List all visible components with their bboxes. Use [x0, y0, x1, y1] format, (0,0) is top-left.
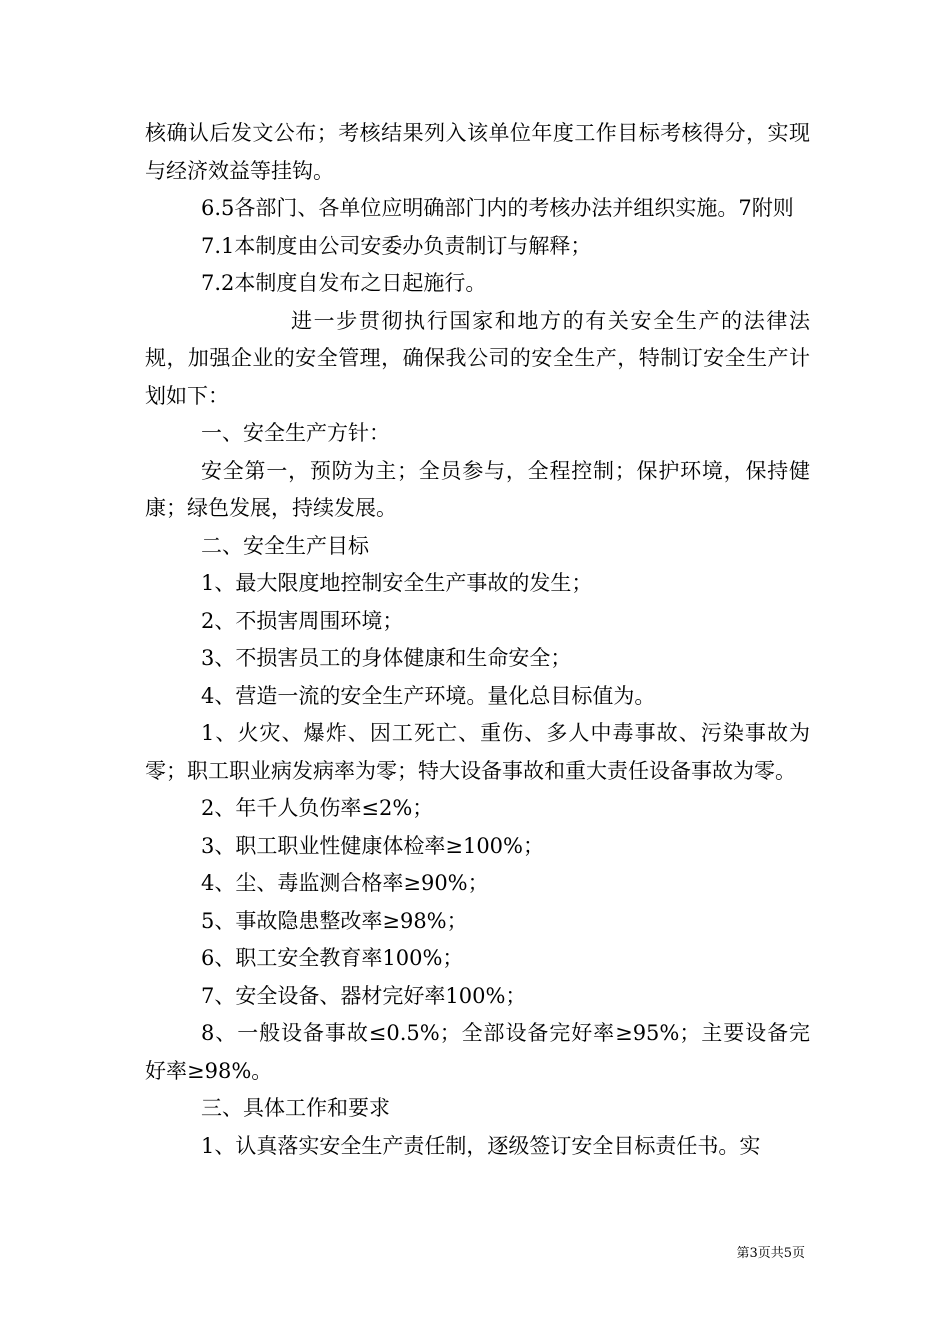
list-item: 6、职工安全教育率100%；	[201, 946, 464, 970]
page-number: 第3页共5页	[736, 1246, 805, 1261]
paragraph: 安全第一，预防为主；全员参与，全程控制；保护环境，保持健康；绿色发展，持续发展。	[145, 458, 810, 520]
list-item: 3、不损害员工的身体健康和生命安全；	[201, 646, 572, 670]
section-heading: 一、安全生产方针：	[201, 421, 390, 445]
paragraph: 核确认后发文公布；考核结果列入该单位年度工作目标考核得分，实现与经济效益等挂钩。	[145, 121, 810, 183]
list-item: 1、火灾、爆炸、因工死亡、重伤、多人中毒事故、污染事故为零；职工职业病发病率为零；特大设备事故和重大责任设备事故为零。	[145, 721, 810, 783]
section-heading: 三、具体工作和要求	[201, 1096, 390, 1120]
paragraph: 7.2本制度自发布之日起施行。	[201, 271, 487, 295]
list-item: 1、最大限度地控制安全生产事故的发生；	[201, 571, 593, 595]
list-item: 4、尘、毒监测合格率≥90%；	[201, 871, 489, 895]
list-item: 7、安全设备、器材完好率100%；	[201, 983, 527, 1008]
list-item: 4、营造一流的安全生产环境。量化总目标值为。	[201, 683, 656, 708]
paragraph: 7.1本制度由公司安委办负责制订与解释；	[201, 233, 592, 258]
list-item: 3、职工职业性健康体检率≥100%；	[201, 833, 544, 858]
paragraph: 进一步贯彻执行国家和地方的有关安全生产的法律法规，加强企业的安全管理，确保我公司的安全生产，特制订安全生产计划如下：	[145, 308, 810, 408]
list-item: 8、一般设备事故≤0.5%；全部设备完好率≥95%；主要设备完好率≥98%。	[145, 1021, 810, 1083]
paragraph: 6.5各部门、各单位应明确部门内的考核办法并组织实施。7附则	[201, 196, 794, 220]
list-item: 2、年千人负伤率≤2%；	[201, 796, 434, 820]
list-item: 2、不损害周围环境；	[201, 608, 404, 633]
list-item: 1、认真落实安全生产责任制，逐级签订安全目标责任书。实	[201, 1133, 761, 1158]
list-item: 5、事故隐患整改率≥98%；	[201, 908, 468, 933]
section-heading: 二、安全生产目标	[201, 533, 369, 558]
document-body	[145, 115, 810, 1165]
